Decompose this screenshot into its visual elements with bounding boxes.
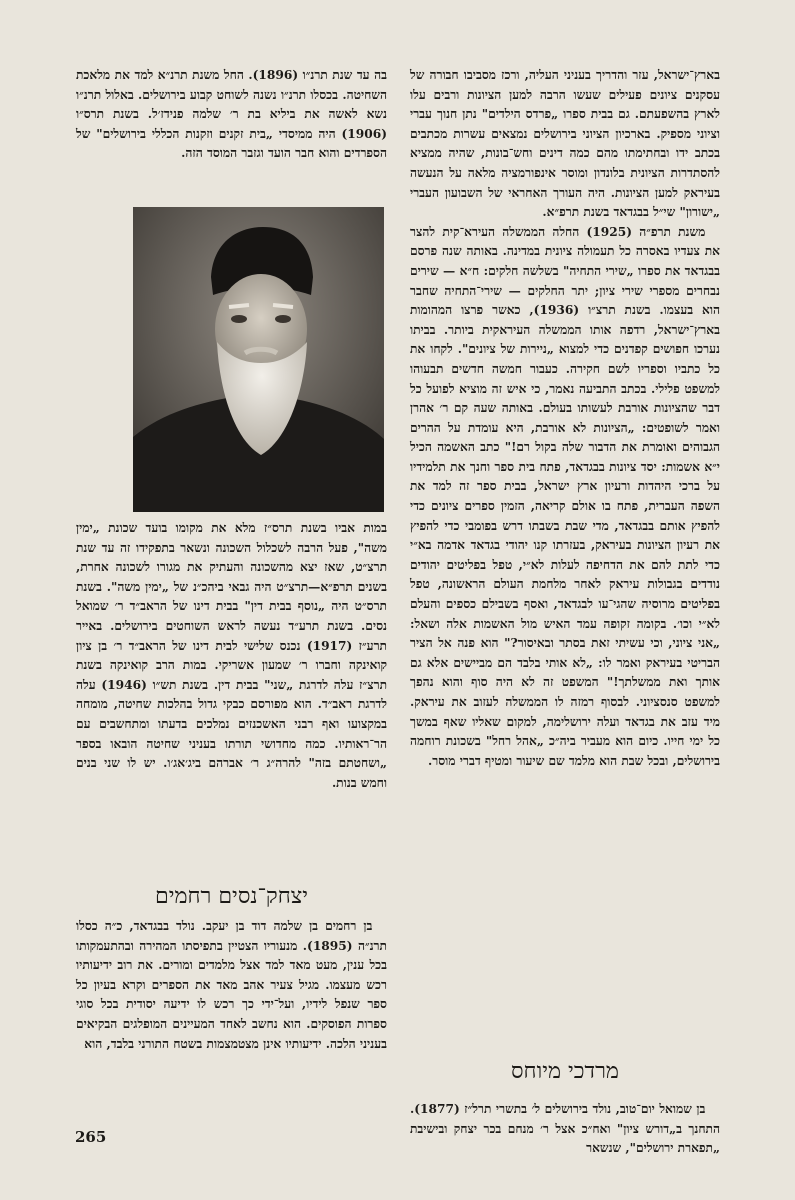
portrait-image bbox=[133, 207, 384, 512]
left-column-top bbox=[76, 66, 387, 164]
right-column-body bbox=[410, 66, 720, 771]
page-number: 265 bbox=[75, 1128, 107, 1146]
paragraph: משנת תרפ״ה (1925) החלה הממשלה העירא־קית להצר את צעדיו באסרה כל תעמולה ציונית במדינה. באותה שנה פרסם בבגדאד את ספרו „שירי התחיה" בשלשה חלקים: ח״א — שירים נבחרים מספרי שירי ציון; יתר החלקים — שירי־התחיה שחבר הוא בעצמו. בשנת תרצ״ו (1936), כאשר פרצו המהומות בארץ־ישראל, רדפה אותו הממשלה העיראקית ביותר. בביתו נערכו חפושים קפדנים כדי למצוא „ניירות של ציונים". לקחו את כל כתביו וספריו לשם חקירה. כעבור חמשה חדשים תבעוהו למשפט פלילי. בכתב התביעה נאמר, כי איש זה מוציא לפועל כל דבר שהציונות אורבת לעשותו בעולם. באותה שעה קם ר׳ אהרן ואמר לשופטים: „הציונות לא אורבת, היא עומדת על ההרים הגבוהים ואומרת את הדבור שלה בקול רם!" כתב האשמה הכיל י״א אשמות: יסד ציונות בבגדאד, פתח בית ספר וחנך את תלמידיו על ברכי היהדות ורעיון ארץ ישראל, בבית ספר זה למד את השפה העברית, פתח בו אולם קריאה, הזמין ספרים ציונים כדי להפיץ אותם בבגדאד, מדי שבת בשבתו דרש בפומבי כדי להפיץ את רעיון הציונות בעיראק, בעזרתו קנו יהודי בגדאד אדמה בא״י כדי לתת להם את הדחיפה לעלות לא״י, טפל בפליטים יהודים נודדים בגבולות עיראק לאחר מלחמת העולם הראשונה, טפל בפליטים מרוסיה שהגי־עו לבגדאד, ואסף בשבילם כספים והעלם לא״י וכו׳. בקומה זקופה עמד האיש מול האשמות אלה ושאל: „אני ציוני, וכי עשיתי זאת בסתר ובאיסור?" הוא פנה אל הציר הבריטי בעיראק ואמר לו: „לא אותי בלבד הם מביישים אלא גם אותך ואת ממשלתך!" המשפט זה לא היה סוף והוא נהפך למשפט סנסציוני. לבסוף רמזה לו הממשלה לעזוב את עיראק. מיד עזב את בגדאד ועלה ירושלימה, למקום שאליו שאף במשך כל ימי חייו. כיום הוא מעביר ביה״כ „אהל רחל" בשכונת רוחמה בירושלים, ובכל שבת הוא מלמד שם שיעור ומטיף דברי מוסר. bbox=[410, 224, 720, 768]
section-heading: מרדכי מיוחס bbox=[511, 1059, 619, 1084]
right-column-bottom bbox=[410, 1100, 720, 1159]
paragraph: במות אביו בשנת תרס״ז מלא את מקומו בועד שכונת „ימין משה", פעל הרבה לשכלול השכונה ונשאר בתפקידו זה עד שנת תרצ״ט, שאז יצא מהשכונה והעתיק את מגורו לשכונה אחרת, בשנים תרפ״א—תרצ״ט היה גבאי ביהכ״נ של „ימין משה". בשנת תרס״ט היה „נוסף בבית דין" בבית דינו של הראב״ד ר׳ שמואל נסים. בשנת תרע״ד נעשה לראש השוחטים בירושלים. באייר תרע״ז (1917) נכנס שלישי לבית דינו של הראב״ד ר׳ בן ציון קואינקה וחברו ר׳ שמעון אשריקי. במות הרב קואינקה בשנת תרצ״ז עלה לדרגת „שני" בבית דין. בשנת תש״ו (1946) עלה לדרגת ראב״ד. הוא מפורסם כבקי גדול בהלכות שחיטה, מומחה במקצועו ואף רבני האשכנזים נמלכים בדעתו ומתחשבים עם הר־ראותיו. כמה מחדושי תורתו בעניני שחיטה הובאו בספר „ושחטתם בזה" להרה״ג ר׳ אברהם ביג׳אג׳ו. יש לו שני בנים וחמש בנות. bbox=[76, 521, 387, 790]
left-column-middle bbox=[76, 519, 387, 793]
paragraph: בן רחמים בן שלמה דוד בן יעקב. נולד בבגדאד, כ״ה כסלו תרנ״ה (1895). מנעוריו הצטיין בתפיסתו המהירה ובהתעמקותו בכל ענין, מעט מאד למד אצל מלמדים ומורים. את רוב ידיעותיו רכש מעצמו. מגיל צעיר אהב מאד את הספרים וקרא בעיון כל ספר שנפל לידיו, ועל־ידי כך רכש לו ידיעה יסודית בכל סוגי ספרות הפוסקים. הוא נחשב לאחד המעיינים המופלגים הבקיאים בעניני הלכה. ידיעותיו אינן מצטמצמות בשטח התורני בלבד, הוא bbox=[76, 919, 387, 1051]
paragraph: בארץ־ישראל, עזר והדריך בעניני העליה, ורכז מסביבו חבורה של עסקנים ציונים פעילים שעשו הרבה למען הציונות ורבים עלו לארץ בהשפעתם. גם בבית ספרו „פרדס הילדים" נתן חנוך עברי וציוני מספיק. בארכיון הציוני בירושלים נמצאים עשרות מכתבים בכתב ידו ובחתימתו מהם כמה דינים וחש־בונות, שהיה ממציא להסתדרות הציונית בלונדון ומוסר אינפורמציה מלאה על הנעשה בעיראק למען הציונות. היה העורך האחראי של השבועון העברי „ישורון" שי״ל בבגדאד בשנת תרפ״א. bbox=[410, 68, 720, 220]
section-heading: יצחק־נסים רחמים bbox=[154, 884, 309, 909]
paragraph: בן שמואל יום־טוב, נולד בירושלים ל׳ בתשרי תרל״ז (1877). התחנך ב„דורש ציון" ואח״כ אצל ר׳ מנחם בכר יצחק ובישיבת „תפארת ירושלים", שנשאר bbox=[410, 1102, 720, 1156]
portrait-photo bbox=[133, 207, 384, 512]
paragraph: בה עד שנת תרנ״ו (1896). החל משנת תרנ״א למד את מלאכת השחיטה. בכסלו תרנ״ו נשנה לשוחט קבוע בירושלים. באלול תרנ״ו נשא לאשה את ביליא בת ר׳ שלמה פנידז׳ל. בשנת תרס״ו (1906) היה ממיסדי „בית זקנים וזקנות הכללי בירושלים" של הספרדים והוא חבר הועד וגזבר המוסד הזה. bbox=[76, 68, 387, 161]
left-column-bottom bbox=[76, 917, 387, 1054]
